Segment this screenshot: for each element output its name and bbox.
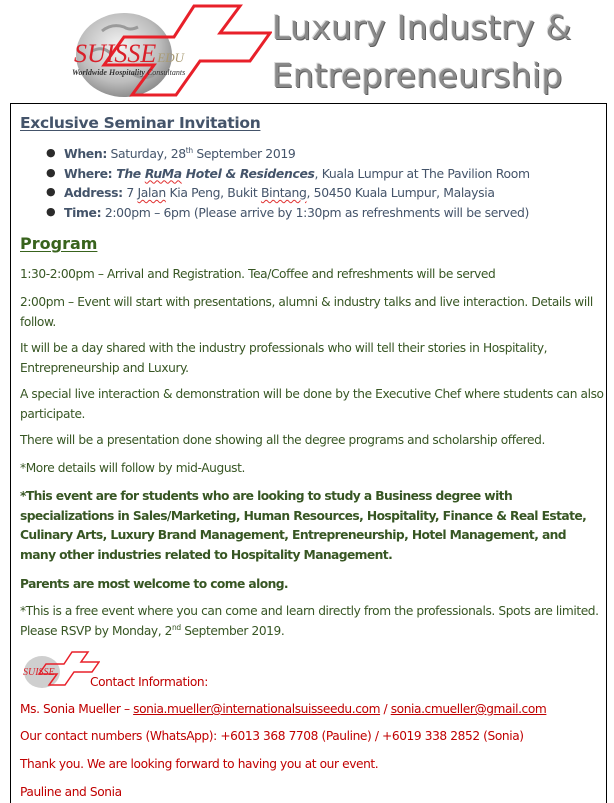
logo-tagline: Worldwide Hospitality Consultants xyxy=(72,68,186,77)
title-line-2: Entrepreneurship xyxy=(272,56,563,95)
spellcheck-word: Bintang xyxy=(260,185,307,200)
program-paragraph: A special live interaction & demonstration will be done by the Executive Chef where students can also participate. xyxy=(20,387,604,421)
title-line-1: Luxury Industry & xyxy=(272,8,572,47)
bullet-icon: ● xyxy=(46,146,56,159)
target-students-paragraph: *This event are for students who are looking to study a Business degree with specializations in Sales/Marketing, Human Resources, Hospitality, Finance & Real Estate, Culinary Arts, Luxury Brand Management, Entrepreneurship, Hotel Management, and many other industries related to Hospitality Management. xyxy=(20,489,587,562)
contact-numbers: Our contact numbers (WhatsApp): +6013 368 7708 (Pauline) / +6019 338 2852 (Sonia) xyxy=(20,729,524,743)
detail-where: ● Where: The RuMa Hotel & Residences, Kuala Lumpur at The Pavilion Room xyxy=(46,165,530,181)
program-paragraph: 2:00pm – Event will start with presentations, alumni & industry talks and live interaction. Details will follow. xyxy=(20,295,593,329)
contact-emails: Ms. Sonia Mueller – sonia.mueller@internationalsuisseedu.com / sonia.cmueller@gmail.com xyxy=(20,702,547,716)
logo-mark: SUISSE xyxy=(23,667,55,678)
spellcheck-word: Jalan xyxy=(137,185,166,200)
program-paragraph: *More details will follow by mid-August. xyxy=(20,461,245,475)
bullet-icon: ● xyxy=(46,204,56,218)
bullet-icon: ● xyxy=(46,185,56,198)
detail-when: ● When: Saturday, 28th September 2019 xyxy=(46,146,296,161)
invitation-heading: Exclusive Seminar Invitation xyxy=(20,114,261,132)
thank-you-note: Thank you. We are looking forward to having you at our event. xyxy=(20,757,379,771)
email-link-primary[interactable]: sonia.mueller@internationalsuisseedu.com xyxy=(133,702,381,716)
invitation-box xyxy=(10,103,607,803)
detail-address: ● Address: 7 Jalan Kia Peng, Bukit Bintang, 50450 Kuala Lumpur, Malaysia xyxy=(46,185,495,200)
contact-heading: Contact Information: xyxy=(90,675,208,689)
bullet-icon: ● xyxy=(46,165,56,179)
email-link-secondary[interactable]: sonia.cmueller@gmail.com xyxy=(390,702,547,716)
program-paragraph: It will be a day shared with the industry professionals who will tell their stories in Hospitality, Entrepreneurship and Luxury. xyxy=(20,341,548,375)
detail-time: ● Time: 2:00pm – 6pm (Please arrive by 1:30pm as refreshments will be served) xyxy=(46,204,529,220)
spellcheck-word: RuMa xyxy=(144,165,182,181)
header xyxy=(0,0,614,98)
suisse-edu-small-logo xyxy=(20,650,100,690)
rsvp-paragraph: *This is a free event where you can come and learn directly from the professionals. Spots are limited. Please RSVP by Monday, 2nd September 2019. xyxy=(20,604,599,638)
suisse-edu-logo xyxy=(62,3,272,97)
signoff: Pauline and Sonia xyxy=(20,785,122,799)
logo-brand-text: SUISSEEDU xyxy=(74,39,185,68)
program-paragraph: There will be a presentation done showing all the degree programs and scholarship offered. xyxy=(20,433,545,447)
parents-welcome-paragraph: Parents are most welcome to come along. xyxy=(20,577,288,591)
program-paragraph: 1:30-2:00pm – Arrival and Registration. Tea/Coffee and refreshments will be served xyxy=(20,267,496,281)
program-heading: Program xyxy=(20,234,98,253)
event-details-list xyxy=(20,146,600,224)
